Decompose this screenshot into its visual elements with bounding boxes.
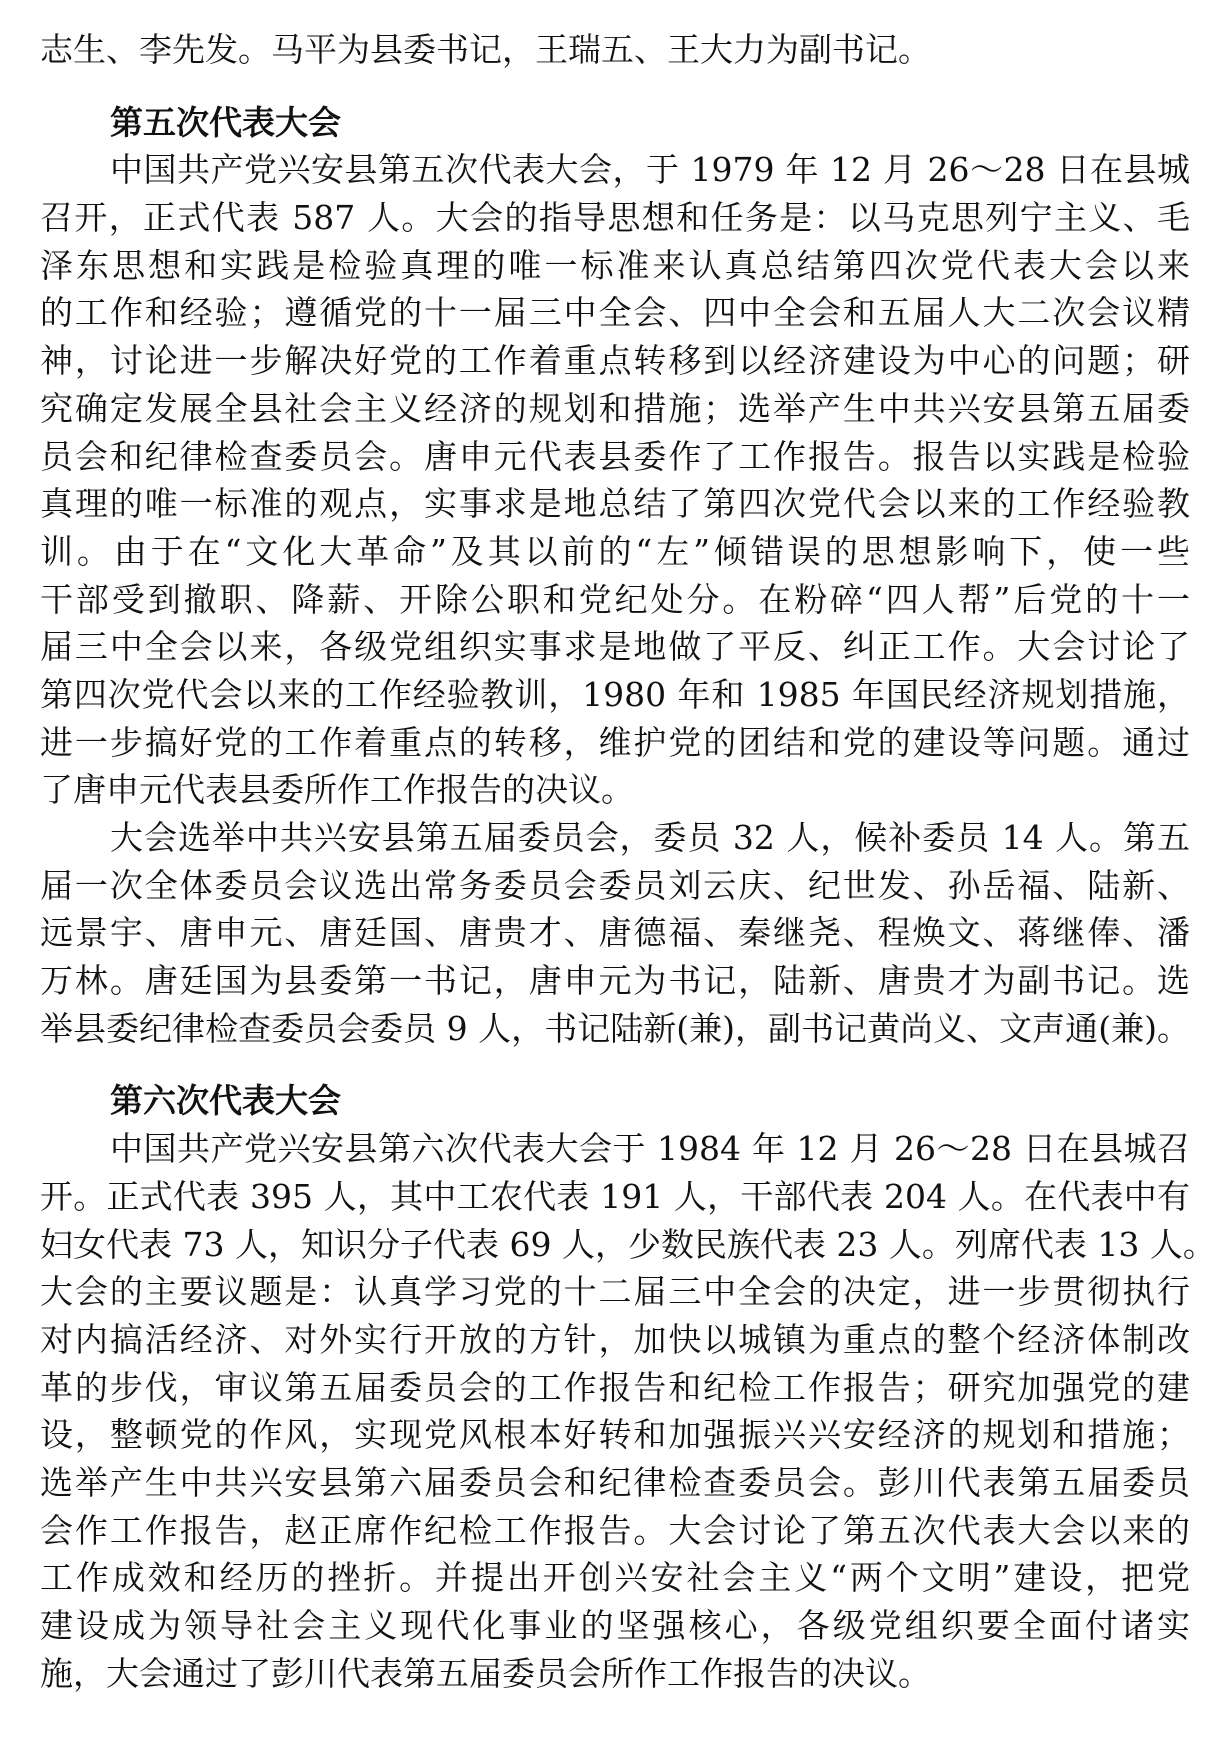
- document-page: [40, 26, 1216, 1697]
- paragraph: [40, 814, 1190, 1052]
- continuation-paragraph: [40, 26, 1190, 74]
- section-heading: 第五次代表大会: [110, 102, 341, 142]
- text-line: 究确定发展全县社会主义经济的规划和措施；选举产生中共兴安县第五届委: [40, 388, 1190, 428]
- section-heading: 第六次代表大会: [110, 1081, 341, 1121]
- paragraph: [40, 1125, 1216, 1697]
- text-line: 开。正式代表 395 人，其中工农代表 191 人，干部代表 204 人。在代表中有: [40, 1176, 1190, 1216]
- text-line: 远景宇、唐申元、唐廷国、唐贵才、唐德福、秦继尧、程焕文、蒋继俸、潘: [40, 913, 1190, 953]
- section-gap: [40, 74, 1190, 99]
- section-gap: [40, 1052, 1190, 1077]
- text-line: 会作工作报告，赵正席作纪检工作报告。大会讨论了第五次代表大会以来的: [40, 1510, 1190, 1550]
- text-line: 设，整顿党的作风，实现党风根本好转和加强振兴兴安经济的规划和措施；: [40, 1415, 1190, 1455]
- paragraph: [40, 146, 1190, 814]
- text-line: 对内搞活经济、对外实行开放的方针，加快以城镇为重点的整个经济体制改: [40, 1319, 1190, 1359]
- text-line: 举县委纪律检查委员会委员 9 人，书记陆新(兼)，副书记黄尚义、文声通(兼)。: [40, 1008, 1190, 1048]
- text-line: 神，讨论进一步解决好党的工作着重点转移到以经济建设为中心的问题；研: [40, 341, 1190, 381]
- text-line: 了唐申元代表县委所作工作报告的决议。: [40, 770, 634, 810]
- text-line: 大会的主要议题是：认真学习党的十二届三中全会的决定，进一步贯彻执行: [40, 1272, 1190, 1312]
- text-line: 妇女代表 73 人，知识分子代表 69 人，少数民族代表 23 人。列席代表 13 人。: [40, 1224, 1216, 1264]
- text-line: 大会选举中共兴安县第五届委员会，委员 32 人，候补委员 14 人。第五: [110, 818, 1190, 857]
- text-line: 中国共产党兴安县第六次代表大会于 1984 年 12 月 26～28 日在县城召: [110, 1129, 1190, 1169]
- text-line: 选举产生中共兴安县第六届委员会和纪律检查委员会。彭川代表第五届委员: [40, 1462, 1190, 1502]
- text-line: 中国共产党兴安县第五次代表大会，于 1979 年 12 月 26～28 日在县城: [110, 150, 1190, 190]
- text-line: 召开，正式代表 587 人。大会的指导思想和任务是：以马克思列宁主义、毛: [40, 198, 1190, 238]
- text-line: 泽东思想和实践是检验真理的唯一标准来认真总结第四次党代表大会以来: [40, 245, 1190, 285]
- text-line: 施，大会通过了彭川代表第五届委员会所作工作报告的决议。: [40, 1653, 931, 1693]
- section-sixth-congress: [40, 1077, 1216, 1697]
- text-line: 训。由于在“文化大革命”及其以前的“左”倾错误的思想影响下，使一些: [40, 531, 1190, 571]
- text-line: 届一次全体委员会议选出常务委员会委员刘云庆、纪世发、孙岳福、陆新、: [40, 865, 1190, 905]
- text-line: 万林。唐廷国为县委第一书记，唐申元为书记，陆新、唐贵才为副书记。选: [40, 961, 1190, 1001]
- text-line: 建设成为领导社会主义现代化事业的坚强核心，各级党组织要全面付诸实: [40, 1606, 1190, 1645]
- text-line: 革的步伐，审议第五届委员会的工作报告和纪检工作报告；研究加强党的建: [40, 1367, 1190, 1407]
- text-line: 真理的唯一标准的观点，实事求是地总结了第四次党代会以来的工作经验教: [40, 484, 1190, 524]
- text-line: 第四次党代会以来的工作经验教训，1980 年和 1985 年国民经济规划措施，: [40, 674, 1190, 714]
- text-line: 进一步搞好党的工作着重点的转移，维护党的团结和党的建设等问题。通过: [40, 722, 1190, 762]
- text-line: 届三中全会以来，各级党组织实事求是地做了平反、纠正工作。大会讨论了: [40, 627, 1190, 667]
- section-fifth-congress: [40, 99, 1190, 1053]
- text-line: 干部受到撤职、降薪、开除公职和党纪处分。在粉碎“四人帮”后党的十一: [40, 579, 1190, 619]
- text-line: 的工作和经验；遵循党的十一届三中全会、四中全会和五届人大二次会议精: [40, 293, 1190, 333]
- text-line: 工作成效和经历的挫折。并提出开创兴安社会主义“两个文明”建设，把党: [40, 1558, 1190, 1598]
- text-line: 员会和纪律检查委员会。唐申元代表县委作了工作报告。报告以实践是检验: [40, 436, 1190, 476]
- text-line: 志生、李先发。马平为县委书记，王瑞五、王大力为副书记。: [40, 30, 931, 69]
